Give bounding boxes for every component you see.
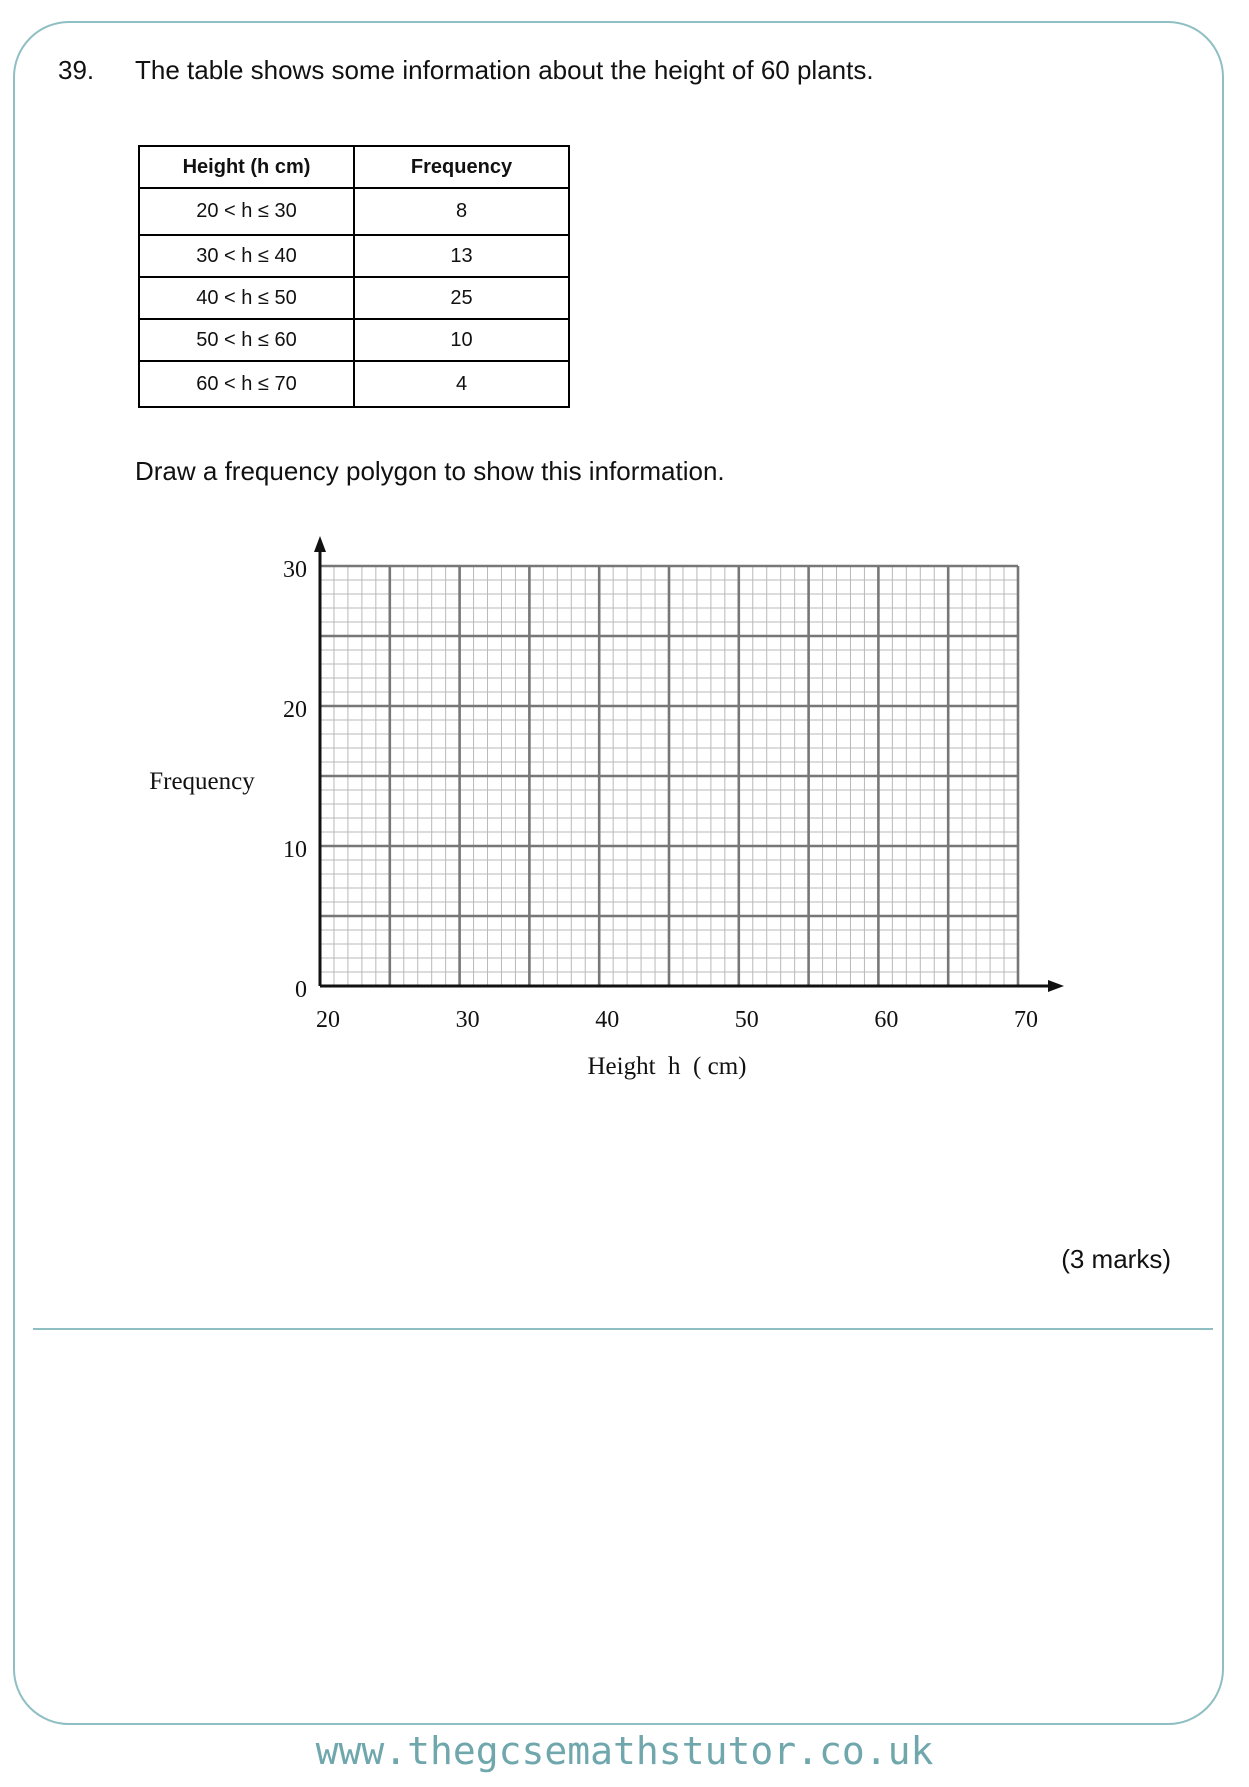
axes: [314, 536, 1064, 992]
marks-label: (3 marks): [1061, 1244, 1171, 1274]
frequency-cell: 25: [354, 277, 569, 319]
frequency-cell: 8: [354, 188, 569, 235]
y-tick-label: 30: [283, 557, 307, 583]
x-axis-label: Height h ( cm): [587, 1053, 747, 1080]
class-cell: 20 < h ≤ 30: [139, 188, 354, 235]
x-tick-label: 50: [734, 1007, 759, 1033]
x-tick-label: 70: [1014, 1007, 1038, 1033]
frequency-cell: 10: [354, 319, 569, 361]
y-axis-label: Frequency: [149, 768, 255, 795]
header-height: Height (h cm): [139, 146, 354, 188]
question-number: 39.: [58, 55, 95, 85]
class-cell: 40 < h ≤ 50: [139, 277, 354, 319]
frequency-cell: 13: [354, 235, 569, 277]
header-frequency: Frequency: [354, 146, 569, 188]
x-tick-label: 30: [455, 1007, 480, 1033]
divider-line: [33, 1328, 1213, 1330]
tick-labels: [283, 557, 1038, 1033]
class-cell: 50 < h ≤ 60: [139, 319, 354, 361]
class-cell: 60 < h ≤ 70: [139, 361, 354, 407]
frequency-cell: 4: [354, 361, 569, 407]
y-tick-label: 10: [283, 837, 307, 863]
y-tick-label: 0: [295, 977, 307, 1003]
y-tick-label: 20: [283, 697, 307, 723]
footer-url: www.thegcsemathstutor.co.uk: [315, 1729, 934, 1773]
question-text: The table shows some information about the height of 60 plants.: [135, 55, 874, 85]
class-cell: 30 < h ≤ 40: [139, 235, 354, 277]
x-tick-label: 40: [595, 1007, 620, 1033]
x-tick-label: 60: [874, 1007, 899, 1033]
grid-major-lines: [320, 566, 1018, 986]
y-axis-arrow-icon: [314, 536, 326, 552]
instruction-text: Draw a frequency polygon to show this information.: [135, 456, 725, 486]
x-tick-label: 20: [316, 1007, 340, 1033]
x-axis-arrow-icon: [1048, 980, 1064, 992]
